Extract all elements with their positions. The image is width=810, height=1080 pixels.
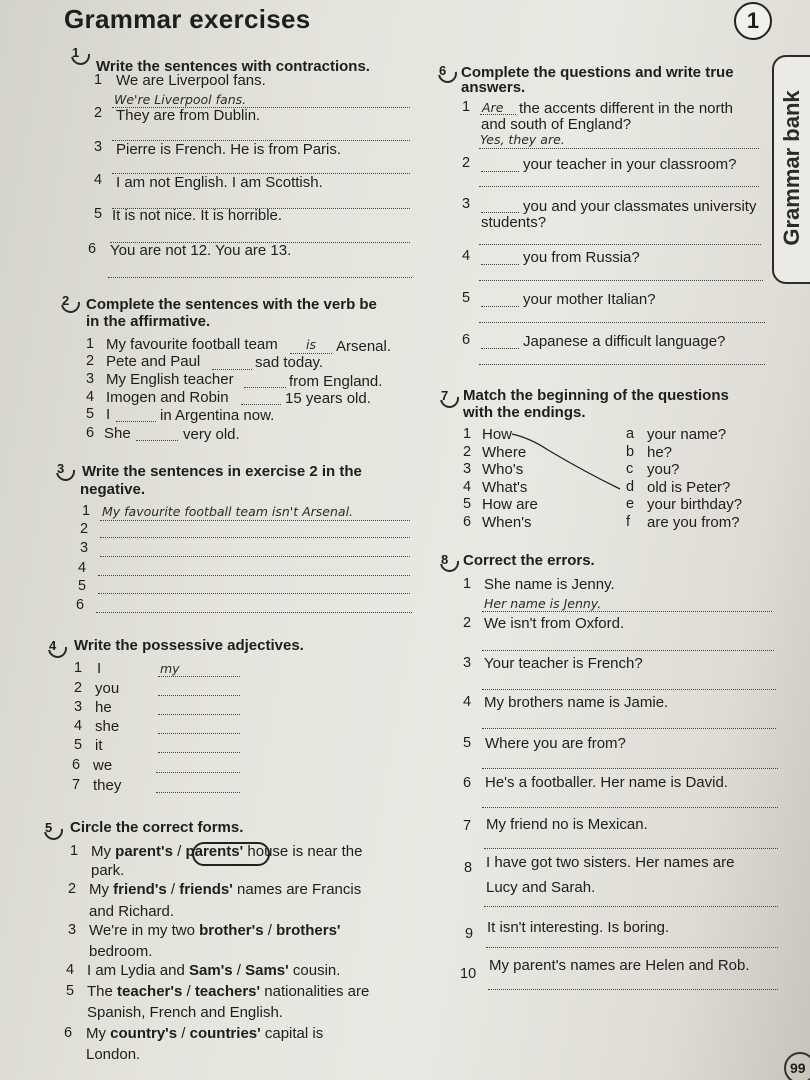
ex1-item-text: You are not 12. You are 13. — [110, 242, 292, 259]
ex2-item-number: 2 — [86, 353, 95, 369]
ex5-post: names are Francis — [232, 881, 362, 898]
ex5-pre: The — [87, 983, 118, 1000]
ex8-item-text: It isn't interesting. Is boring. — [487, 919, 670, 936]
ex2-item-before: She — [104, 425, 131, 442]
ex8-answer-line[interactable] — [488, 989, 778, 990]
ex1-item-number: 1 — [94, 72, 103, 88]
ex3-answer[interactable]: My favourite football team isn't Arsenal. — [102, 504, 354, 519]
ex8-item-text: Where you are from? — [485, 735, 626, 752]
ex2-item-before: Pete and Paul — [106, 353, 201, 370]
ex4-pronoun: it — [95, 737, 103, 754]
ex5-option-2[interactable]: Sams' — [245, 962, 289, 979]
ex8-item-text: My brothers name is Jamie. — [484, 694, 669, 711]
ex8-answer-line[interactable] — [482, 728, 776, 729]
ex6-item-line2: students? — [481, 214, 547, 231]
ex8-item-number: 9 — [465, 926, 474, 942]
ex8-item-text: We isn't from Oxford. — [484, 615, 625, 632]
ex5-post: house is near the — [243, 843, 363, 860]
ex7-right-text[interactable]: your birthday? — [647, 496, 743, 513]
ex5-pre: My — [86, 1025, 111, 1042]
ex1-item-text: Pierre is French. He is from Paris. — [116, 141, 342, 158]
ex5-pre: My — [91, 843, 116, 860]
ex7-left-text[interactable]: When's — [482, 514, 532, 531]
ex5-option-2[interactable]: brothers' — [276, 922, 341, 939]
exercise-4-number: 4 — [49, 638, 57, 653]
ex4-item-number: 5 — [74, 737, 83, 753]
ex5-option-1[interactable]: Sam's — [189, 962, 233, 979]
ex6-item-number: 5 — [462, 290, 471, 306]
ex4-item-number: 1 — [74, 660, 83, 676]
ex8-item-number: 3 — [463, 655, 472, 671]
ex2-item-number: 5 — [86, 406, 95, 422]
ex5-item-number: 6 — [64, 1025, 73, 1041]
ex8-item-text: My friend no is Mexican. — [486, 816, 648, 833]
ex8-answer-line[interactable] — [482, 689, 776, 690]
ex4-pronoun: you — [95, 680, 120, 697]
ex5-item-line2: bedroom. — [89, 943, 153, 960]
ex3-item-number: 1 — [82, 503, 91, 519]
ex8-answer-line[interactable] — [486, 947, 778, 948]
ex7-left-number: 2 — [463, 444, 472, 460]
ex4-pronoun: she — [95, 718, 120, 735]
ex2-item-number: 3 — [86, 371, 95, 387]
ex1-item-text: They are from Dublin. — [116, 107, 261, 124]
ex1-item-text: I am not English. I am Scottish. — [116, 174, 323, 191]
ex8-answer-line[interactable] — [482, 807, 778, 808]
ex5-option-1[interactable]: teacher's — [117, 983, 183, 1000]
ex4-pronoun: they — [93, 777, 122, 794]
ex7-right-text[interactable]: he? — [647, 444, 673, 461]
ex5-item-line2: Spanish, French and English. — [87, 1004, 283, 1021]
ex5-post: capital is — [260, 1025, 324, 1042]
ex4-pronoun: he — [95, 699, 112, 716]
exercise-2-number: 2 — [62, 293, 70, 308]
ex8-answer[interactable]: Her name is Jenny. — [484, 596, 602, 611]
ex7-right-letter: b — [626, 444, 635, 460]
ex7-right-letter: e — [626, 496, 635, 512]
exercise-8-heading: Correct the errors. — [463, 552, 595, 569]
ex3-item-number: 5 — [78, 578, 87, 594]
ex7-left-text[interactable]: What's — [482, 479, 528, 496]
ex5-option-1[interactable]: parent's — [115, 843, 173, 860]
page-title: Grammar exercises — [64, 4, 311, 34]
ex5-option-1[interactable]: brother's — [199, 922, 264, 939]
ex1-item-number: 6 — [88, 241, 97, 257]
ex3-item-number: 3 — [80, 540, 89, 556]
ex8-item-number: 1 — [463, 576, 472, 592]
exercise-3-number: 3 — [57, 461, 65, 476]
exercise-1-number: 1 — [72, 45, 80, 60]
ex1-item-number: 2 — [94, 105, 103, 121]
ex4-item-number: 4 — [74, 718, 83, 734]
ex8-answer-line[interactable] — [482, 650, 774, 651]
ex8-item-number: 8 — [464, 860, 473, 876]
ex2-item-after: sad today. — [255, 354, 324, 371]
ex8-item-line2: Lucy and Sarah. — [486, 879, 596, 896]
exercise-2-heading: Complete the sentences with the verb be — [86, 296, 377, 313]
ex4-item-number: 6 — [72, 757, 81, 773]
ex1-item-text: It is not nice. It is horrible. — [112, 207, 283, 224]
ex2-item-after: very old. — [183, 426, 240, 443]
ex5-option-2[interactable]: teachers' — [194, 983, 261, 1000]
exercise-7-number: 7 — [441, 388, 449, 403]
ex5-post: nationalities are — [260, 983, 370, 1000]
ex6-item-number: 6 — [462, 332, 471, 348]
ex2-item-before: My favourite football team — [106, 336, 278, 353]
ex6-item-number: 2 — [462, 155, 471, 171]
ex2-item-before: I — [106, 406, 111, 423]
ex7-right-text[interactable]: your name? — [647, 426, 727, 443]
ex2-answer[interactable]: is — [306, 337, 316, 352]
ex5-post: cousin. — [288, 962, 341, 979]
ex2-item-before: My English teacher — [106, 371, 234, 388]
ex7-left-number: 3 — [463, 461, 472, 477]
ex6-reply[interactable]: Yes, they are. — [480, 132, 565, 147]
ex5-pre: My — [89, 881, 114, 898]
ex2-item-number: 4 — [86, 389, 95, 405]
ex6-item-number: 3 — [462, 196, 471, 212]
exercise-6-heading: Complete the questions and write true — [461, 64, 734, 81]
exercise-5-heading: Circle the correct forms. — [70, 819, 244, 836]
ex1-item-number: 3 — [94, 139, 103, 155]
ex5-item-number: 5 — [66, 983, 75, 999]
ex5-option-1[interactable]: friend's — [113, 881, 167, 898]
ex5-sep: / — [182, 983, 195, 1000]
page-number: 99 — [784, 1052, 810, 1080]
ex8-item-text: She name is Jenny. — [484, 576, 615, 593]
ex7-right-letter: f — [626, 514, 631, 530]
ex7-right-letter: a — [626, 426, 635, 442]
ex2-item-before: Imogen and Robin — [106, 389, 229, 406]
ex7-right-text[interactable]: old is Peter? — [647, 479, 731, 496]
ex4-pronoun: we — [93, 757, 113, 774]
ex6-answer[interactable]: Are — [482, 100, 504, 115]
ex7-right-text[interactable]: you? — [647, 461, 680, 478]
ex1-item-number: 5 — [94, 206, 103, 222]
ex5-item-line2: park. — [91, 862, 125, 879]
ex5-item-number: 1 — [70, 843, 79, 859]
exercise-8-number: 8 — [441, 552, 449, 567]
exercise-5-number: 5 — [45, 820, 53, 835]
ex5-sep: / — [177, 1025, 190, 1042]
ex5-sep: / — [263, 922, 277, 939]
exercise-7-heading: Match the beginning of the questions — [463, 387, 729, 404]
ex3-item-number: 6 — [76, 597, 85, 613]
ex5-option-2-circled[interactable]: parents' — [185, 843, 244, 860]
ex3-item-number: 2 — [80, 521, 89, 537]
ex6-item-number: 1 — [462, 99, 471, 115]
ex8-item-number: 6 — [463, 775, 472, 791]
ex7-right-letter: c — [626, 461, 634, 477]
ex5-item-number: 3 — [68, 922, 77, 938]
ex8-item-text: Your teacher is French? — [484, 655, 643, 672]
ex7-left-number: 4 — [463, 479, 472, 495]
ex1-answer[interactable]: We're Liverpool fans. — [114, 92, 247, 107]
ex7-left-number: 5 — [463, 496, 472, 512]
ex4-item-number: 2 — [74, 680, 83, 696]
ex7-left-text[interactable]: Where — [482, 444, 527, 461]
exercise-6-heading-line2: answers. — [461, 79, 526, 96]
exercise-6-number: 6 — [439, 63, 447, 78]
ex5-pre: I am Lydia and — [87, 962, 190, 979]
ex5-item-line2: London. — [86, 1046, 141, 1063]
ex7-right-letter: d — [626, 479, 635, 495]
ex6-item-number: 4 — [462, 248, 471, 264]
ex8-item-text: He's a footballer. Her name is David. — [485, 774, 728, 791]
ex5-sep: / — [166, 881, 180, 898]
ex7-left-number: 1 — [463, 426, 472, 442]
ex6-item-line2: and south of England? — [481, 116, 632, 133]
ex4-pronoun: I — [97, 660, 102, 677]
ex2-item-after: 15 years old. — [285, 390, 371, 407]
ex8-answer-line[interactable] — [482, 768, 778, 769]
exercise-3-heading: Write the sentences in exercise 2 in the — [82, 463, 362, 480]
ex2-item-after: from England. — [289, 373, 383, 390]
ex5-item-number: 2 — [68, 881, 77, 897]
ex5-option-2[interactable]: friends' — [179, 881, 233, 898]
ex5-item-line2: and Richard. — [89, 903, 175, 920]
ex2-item-after: Arsenal. — [336, 338, 392, 355]
ex6-item-text: Japanese a difficult language? — [523, 333, 726, 350]
ex6-item-text: you and your classmates university — [523, 198, 757, 215]
ex8-item-text: I have got two sisters. Her names are — [486, 854, 735, 871]
ex2-item-number: 1 — [86, 336, 95, 352]
ex7-match-line — [512, 434, 620, 489]
ex7-left-text[interactable]: Who's — [482, 461, 524, 478]
ex5-sep: / — [172, 843, 186, 860]
ex8-item-number: 4 — [463, 694, 472, 710]
ex6-item-text: you from Russia? — [523, 249, 640, 266]
ex8-answer-line[interactable] — [484, 906, 778, 907]
ex2-item-after: in Argentina now. — [160, 407, 275, 424]
ex8-item-number: 10 — [460, 966, 477, 982]
ex1-item-number: 4 — [94, 172, 103, 188]
exercise-2-heading-line2: in the affirmative. — [86, 313, 211, 330]
ex5-sep: / — [232, 962, 246, 979]
ex8-item-number: 7 — [463, 818, 472, 834]
ex5-item-number: 4 — [66, 962, 75, 978]
ex8-item-number: 2 — [463, 615, 472, 631]
ex1-item-text: We are Liverpool fans. — [116, 72, 266, 89]
unit-number-badge: 1 — [734, 2, 772, 40]
grammar-bank-tab-label: Grammar bank — [779, 90, 804, 246]
ex7-left-number: 6 — [463, 514, 472, 530]
ex7-left-text[interactable]: How — [482, 426, 513, 443]
ex7-right-text[interactable]: are you from? — [647, 514, 740, 531]
ex4-item-number: 3 — [74, 699, 83, 715]
ex5-pre: We're in my two — [89, 922, 200, 939]
ex6-item-text: your teacher in your classroom? — [523, 156, 737, 173]
exercise-4-heading: Write the possessive adjectives. — [74, 637, 304, 654]
ex3-item-number: 4 — [78, 560, 87, 576]
ex7-left-text[interactable]: How are — [482, 496, 538, 513]
ex8-answer-line — [482, 611, 772, 612]
ex6-item-text: the accents different in the north — [519, 100, 734, 117]
ex4-item-number: 7 — [72, 777, 81, 793]
ex6-item-text: your mother Italian? — [523, 291, 656, 308]
exercise-7-heading-line2: with the endings. — [463, 404, 586, 421]
exercise-3-heading-line2: negative. — [80, 481, 146, 498]
ex4-answer[interactable]: my — [160, 661, 180, 676]
exercise-1-heading: Write the sentences with contractions. — [96, 58, 370, 75]
ex8-item-number: 5 — [463, 735, 472, 751]
ex2-item-number: 6 — [86, 425, 95, 441]
ex5-option-2[interactable]: countries' — [189, 1025, 261, 1042]
ex8-item-text: My parent's names are Helen and Rob. — [489, 957, 750, 974]
ex8-answer-line[interactable] — [484, 848, 778, 849]
ex5-option-1[interactable]: country's — [110, 1025, 178, 1042]
